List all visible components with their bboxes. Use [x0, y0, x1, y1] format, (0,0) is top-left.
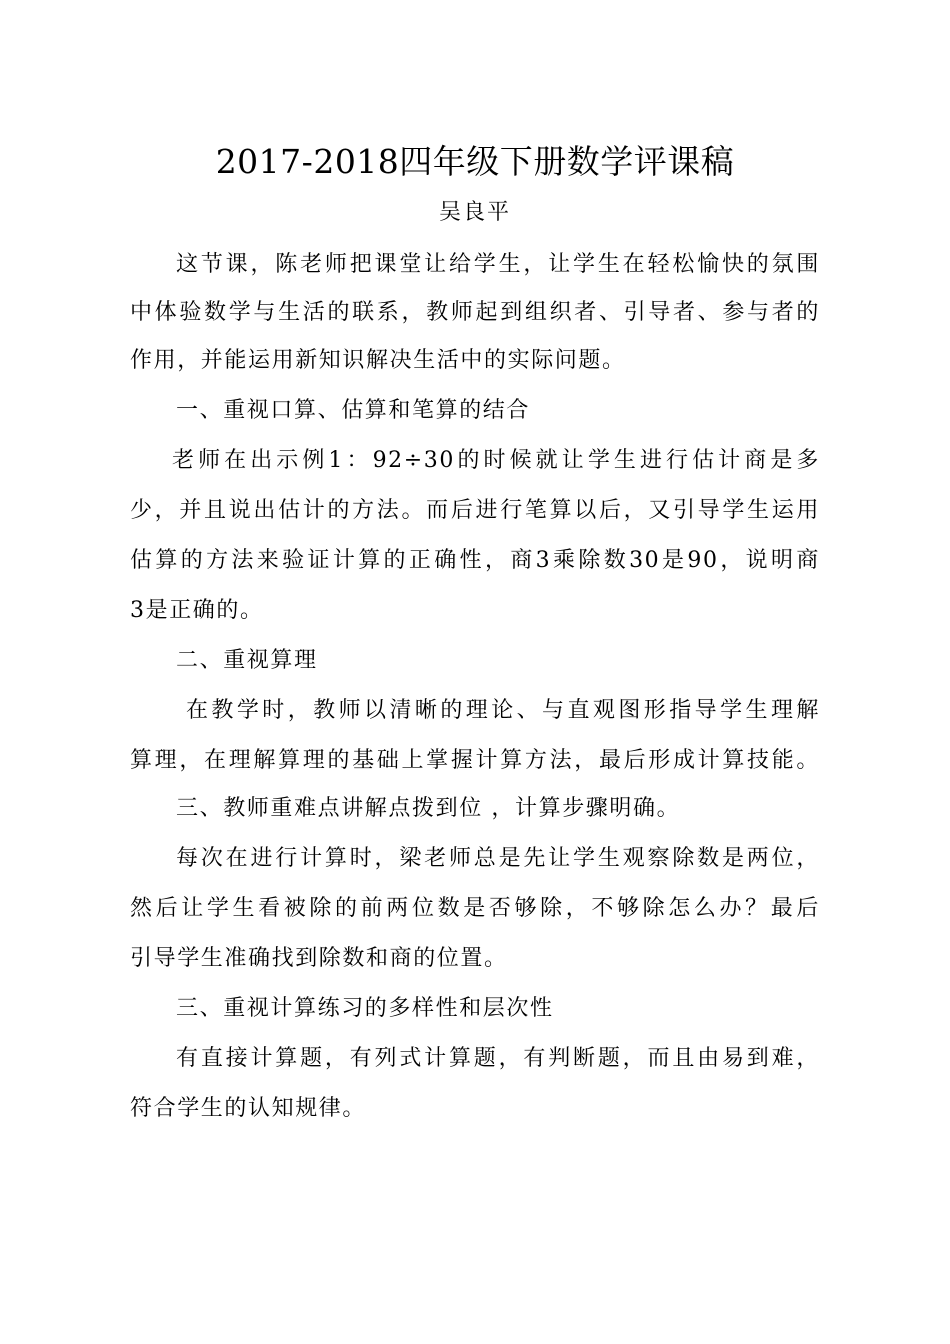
section-heading: 一、重视口算、估算和笔算的结合 — [176, 398, 531, 423]
paragraph-line: 作用，并能运用新知识解决生活中的实际问题。 — [130, 348, 626, 373]
paragraph-line: 3是正确的。 — [130, 598, 264, 623]
paragraph-line: 估算的方法来验证计算的正确性，商3乘除数30是90，说明商 — [130, 548, 820, 573]
paragraph-line: 中体验数学与生活的联系，教师起到组织者、引导者、参与者的 — [130, 300, 820, 325]
paragraph-line: 这节课，陈老师把课堂让给学生，让学生在轻松愉快的氛围 — [176, 252, 820, 277]
paragraph-line: 算理，在理解算理的基础上掌握计算方法，最后形成计算技能。 — [130, 748, 820, 773]
paragraph-line: 每次在进行计算时，梁老师总是先让学生观察除数是两位， — [176, 846, 820, 871]
paragraph-line: 然后让学生看被除的前两位数是否够除，不够除怎么办？最后 — [130, 896, 820, 921]
paragraph-line: 符合学生的认知规律。 — [130, 1096, 367, 1121]
paragraph-line: 有直接计算题，有列式计算题，有判断题，而且由易到难， — [176, 1046, 820, 1071]
document-title: 2017-2018四年级下册数学评课稿 — [215, 142, 735, 181]
paragraph-line: 老师在出示例1：92÷30的时候就让学生进行估计商是多 — [172, 448, 820, 473]
paragraph-line: 在教学时，教师以清晰的理论、与直观图形指导学生理解 — [186, 698, 820, 723]
section-heading: 三、重视计算练习的多样性和层次性 — [176, 996, 554, 1021]
document-author: 吴良平 — [438, 200, 511, 225]
section-heading: 二、重视算理 — [176, 648, 318, 673]
section-heading: 三、教师重难点讲解点拨到位 ，计算步骤明确。 — [176, 796, 681, 821]
paragraph-line: 引导学生准确找到除数和商的位置。 — [130, 946, 508, 971]
paragraph-line: 少，并且说出估计的方法。而后进行笔算以后，又引导学生运用 — [130, 498, 820, 523]
